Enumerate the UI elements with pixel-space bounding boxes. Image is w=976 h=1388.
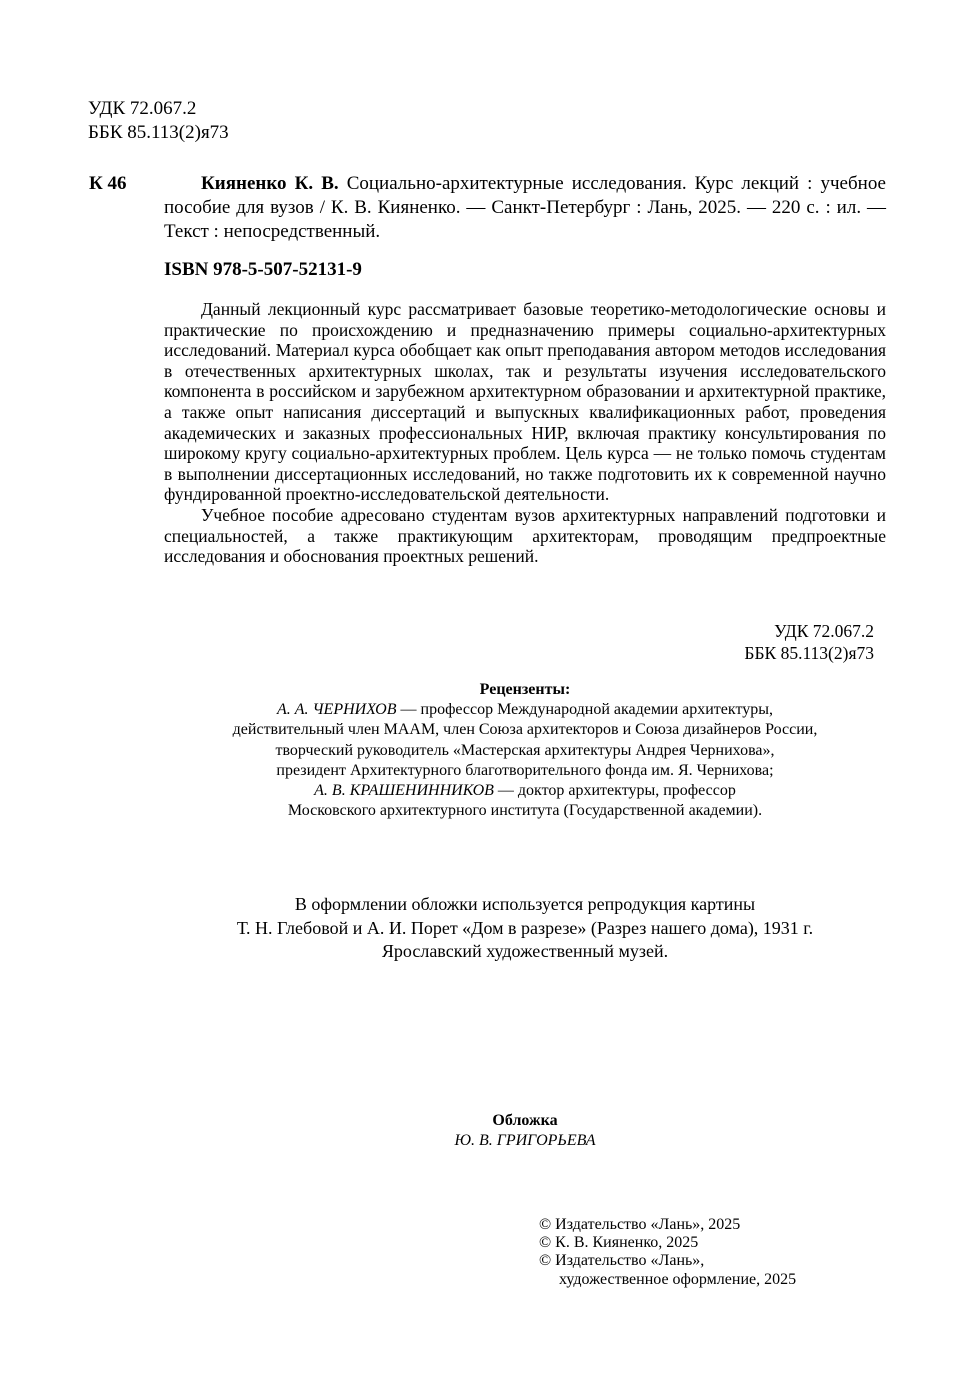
reviewers-block — [0, 680, 976, 821]
reviewer-1-line-4: президент Архитектурного благотворительного фонда им. Я. Чернихова; — [276, 761, 774, 779]
isbn: ISBN 978-5-507-52131-9 — [164, 259, 362, 280]
cover-note — [0, 893, 976, 964]
reviewer-1-line-2: действительный член МААМ, член Союза архитекторов и Союза дизайнеров России, — [232, 721, 818, 739]
annotation-paragraph-2: Учебное пособие адресовано студентам вузов архитектурных направлений подготовки и специальностей, а также практикующим архитекторам, проводящим предпроектные исследования и обоснования проектных решений. — [164, 504, 886, 567]
cover-designer-name: Ю. В. ГРИГОРЬЕВА — [454, 1132, 596, 1149]
copyright-3: © Издательство «Лань», — [539, 1252, 705, 1270]
annotation — [164, 299, 886, 567]
udk-block-right — [600, 620, 874, 664]
copyright-1: © Издательство «Лань», 2025 — [539, 1216, 741, 1233]
copyright-block — [539, 1216, 796, 1289]
reviewer-2-line-1: — доктор архитектуры, профессор — [493, 782, 736, 800]
reviewer-1-line-1: — профессор Международной академии архитектуры, — [396, 701, 773, 719]
reviewers-heading: Рецензенты: — [479, 681, 571, 698]
udk-code-right: УДК 72.067.2 — [774, 621, 874, 641]
copyright-3-continuation: художественное оформление, 2025 — [559, 1270, 797, 1288]
bbk-code: ББК 85.113(2)я73 — [88, 122, 229, 143]
cover-note-line-2: Т. Н. Глебовой и А. И. Порет «Дом в разрезе» (Разрез нашего дома), 1931 г. — [236, 917, 814, 938]
cover-note-line-1: В оформлении обложки используется репродукция картины — [294, 894, 756, 914]
reviewer-2-name: А. В. КРАШЕНИННИКОВ — [314, 782, 494, 800]
udk-block-top — [88, 97, 229, 145]
bbk-code-right: ББК 85.113(2)я73 — [744, 643, 874, 663]
bibliographic-record — [164, 172, 886, 244]
reviewer-2-line-2: Московского архитектурного института (Государственной академии). — [287, 802, 763, 820]
cover-design-credit — [0, 1111, 976, 1151]
annotation-paragraph-1: Данный лекционный курс рассматривает базовые теоретико-методологические основы и практические по происхождению и предназначению примеры социально-архитектурных исследований. Материал курса обобщает как опыт преподавания автором методов исследования в отечественных архитектурных школах, так и результаты изучения исследовательского компонента в российском и зарубежном архитектурном образовании и архитектурной практике, а также опыт написания диссертаций и выпускных квалификационных работ, проведения академических и заказных профессиональных НИР, включая практику консультирования по широкому кругу социально-архитектурных проблем. Цель курса — не только помочь студентам в выполнении диссертационных исследований, но также подготовить их к современной научно фундированной проектно-исследовательской деятельности. — [164, 299, 886, 505]
author-sign-code: К 46 — [89, 173, 127, 194]
reviewer-1-line-3: творческий руководитель «Мастерская архитектуры Андрея Чернихова», — [275, 741, 775, 759]
bibliographic-description: Социально-архитектурные исследования. Курс лекций : учебное пособие для вузов / К. В. Кияненко. — Санкт-Петербург : Лань, 2025. — 220 с. : ил. — Текст : непосредственный. — [164, 173, 886, 242]
cover-design-heading: Обложка — [492, 1112, 558, 1129]
author-name: Кияненко К. В. — [201, 173, 339, 194]
cover-note-line-3: Ярославский художественный музей. — [381, 941, 669, 961]
copyright-2: © К. В. Кияненко, 2025 — [539, 1234, 699, 1252]
reviewer-1-name: А. А. ЧЕРНИХОВ — [276, 701, 397, 719]
udk-code: УДК 72.067.2 — [88, 98, 197, 119]
reviewer-1 — [0, 700, 976, 720]
reviewer-2 — [0, 781, 976, 801]
